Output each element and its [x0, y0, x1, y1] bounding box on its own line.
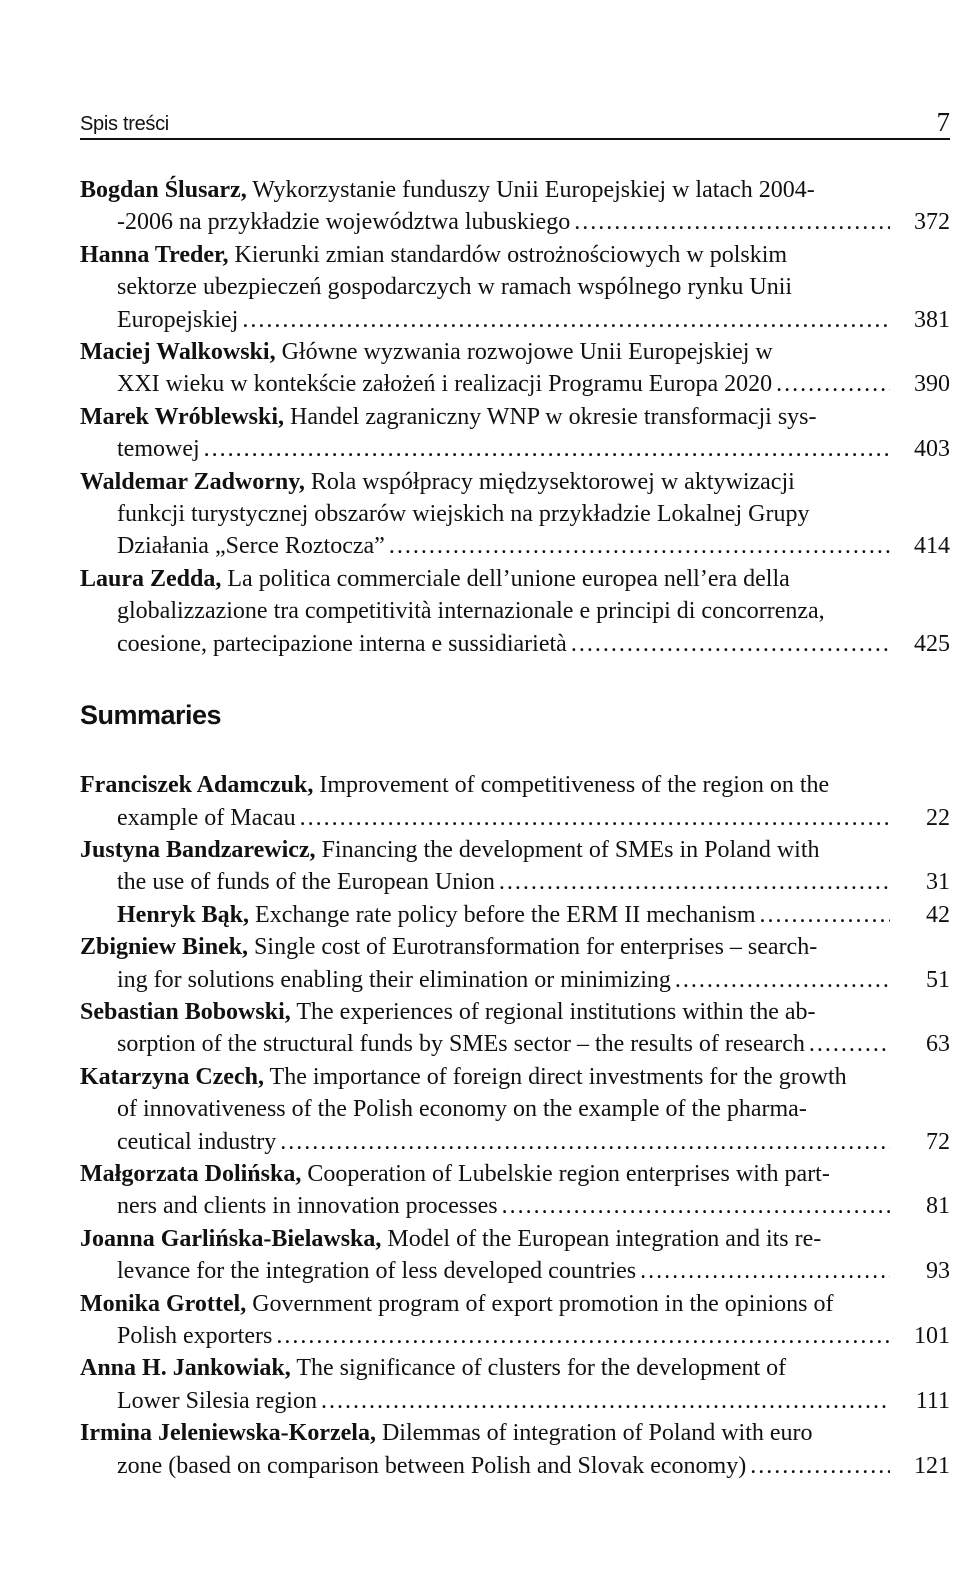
toc-entry[interactable] [80, 174, 950, 239]
toc-entry-author: Sebastian Bobowski, [80, 998, 291, 1025]
toc-entry-title-line: The significance of clusters for the development of [296, 1355, 787, 1382]
toc-entry-final-line [117, 1450, 950, 1482]
toc-entry-author: Monika Grottel, [80, 1290, 247, 1317]
page [80, 96, 950, 1482]
toc-entry-final-line [117, 1320, 950, 1352]
page-number: 7 [936, 107, 950, 137]
dot-leader [760, 899, 890, 931]
toc-entry-page: 72 [926, 1128, 950, 1155]
toc-entry-page: 390 [914, 371, 950, 398]
toc-entry-title-line: globalizzazione tra competitività internazionale e principi di concorrenza, [117, 598, 825, 625]
toc-entry-author: Maciej Walkowski, [80, 339, 276, 366]
toc-entry-page: 381 [914, 306, 950, 333]
dot-leader [389, 530, 890, 562]
toc-entry-author: Henryk Bąk, [117, 901, 250, 928]
dot-leader [300, 802, 890, 834]
dot-leader [276, 1320, 890, 1352]
toc-entry-author: Anna H. Jankowiak, [80, 1355, 291, 1382]
toc-entry-page: 31 [926, 869, 950, 896]
toc-entry-title-end: Lower Silesia region [117, 1387, 317, 1414]
toc-entry-author: Justyna Bandzarewicz, [80, 836, 316, 863]
toc-entry-title-end: zone (based on comparison between Polish and Slovak economy) [117, 1452, 747, 1479]
toc-entry-title-end: Działania „Serce Roztocza” [117, 533, 385, 560]
toc-entry[interactable] [80, 1223, 950, 1288]
toc-entry[interactable] [80, 1061, 950, 1158]
toc-entry-title-line: funkcji turystycznej obszarów wiejskich na przykładzie Lokalnej Grupy [117, 501, 810, 528]
toc-entry[interactable] [80, 1352, 950, 1417]
dot-leader [574, 206, 890, 238]
toc-entry[interactable] [80, 899, 950, 931]
toc-entry-title-line: Single cost of Eurotransformation for enterprises – search- [254, 934, 818, 961]
toc-entry-title-line: sektorze ubezpieczeń gospodarczych w ramach wspólnego rynku Unii [117, 274, 793, 301]
toc-entry-title-end: sorption of the structural funds by SMEs sector – the results of research [117, 1031, 805, 1058]
toc-entry-title-end: XXI wieku w kontekście założeń i realizacji Programu Europa 2020 [117, 371, 773, 398]
toc-entry-author: Joanna Garlińska-Bielawska, [80, 1225, 382, 1252]
toc-entry-title-line: Model of the European integration and its re- [387, 1225, 822, 1252]
toc-entry-final-line [117, 433, 950, 465]
toc-entry[interactable] [80, 1158, 950, 1223]
toc-entry-title-line: Wykorzystanie funduszy Unii Europejskiej w latach 2004- [252, 177, 815, 203]
toc-entry-title-line: Cooperation of Lubelskie region enterprises with part- [307, 1160, 830, 1187]
toc-entry-title-end: the use of funds of the European Union [117, 869, 495, 896]
toc-entry-title-line: The importance of foreign direct investments for the growth [269, 1063, 847, 1090]
toc-entry-title-line: Handel zagraniczny WNP w okresie transformacji sys- [290, 403, 817, 430]
toc-entry-final-line [117, 628, 950, 660]
toc-entry[interactable] [80, 466, 950, 563]
toc-entry[interactable] [80, 401, 950, 466]
toc-entry[interactable] [80, 931, 950, 996]
toc-entry-final-line [117, 1126, 950, 1158]
dot-leader [204, 433, 890, 465]
dot-leader [776, 368, 890, 400]
toc-entry-title-line: Rola współpracy międzysektorowej w aktywizacji [310, 468, 795, 495]
toc-summaries-part [80, 769, 950, 1482]
toc-entry-page: 111 [915, 1387, 950, 1414]
toc-entry-title-line: Improvement of competitiveness of the region on the [319, 772, 830, 799]
toc-entry[interactable] [80, 996, 950, 1061]
dot-leader [640, 1255, 890, 1287]
toc-entry-title-line: of innovativeness of the Polish economy on the example of the pharma- [117, 1096, 807, 1123]
toc-entry-author: Bogdan Ślusarz, [80, 177, 247, 203]
toc-entry-page: 121 [914, 1452, 950, 1479]
toc-entry-title-line: Główne wyzwania rozwojowe Unii Europejskiej w [281, 339, 773, 366]
dot-leader [571, 628, 890, 660]
toc-entry-title-end: ceutical industry [117, 1128, 277, 1155]
toc-entry-page: 101 [914, 1323, 950, 1349]
toc-entry[interactable] [80, 239, 950, 336]
toc-entry[interactable] [80, 1417, 950, 1482]
toc-entry-final-line [117, 206, 950, 238]
dot-leader [675, 964, 890, 996]
toc-entry-title-end: Polish exporters [117, 1323, 273, 1349]
toc-entry[interactable] [80, 1288, 950, 1353]
toc-entry-final-line [117, 530, 950, 562]
toc-entry-title-line: Kierunki zmian standardów ostrożnościowych w polskim [234, 241, 788, 268]
toc-entry-page: 81 [926, 1193, 950, 1220]
toc-entry-author: Małgorzata Dolińska, [80, 1160, 302, 1187]
toc-entry-page: 414 [914, 533, 950, 560]
toc-entry-final-line [117, 964, 950, 996]
dot-leader [499, 866, 890, 898]
toc-entry-title-end: -2006 na przykładzie województwa lubuskiego [117, 209, 571, 236]
toc-entry-title-end: Europejskiej [117, 306, 239, 333]
dot-leader [242, 304, 890, 336]
section-title-summaries: Summaries [80, 700, 222, 731]
toc-entry-title-line: Government program of export promotion in the opinions of [252, 1290, 834, 1317]
toc-entry-page: 51 [926, 966, 950, 993]
toc-entry-author: Katarzyna Czech, [80, 1063, 264, 1090]
toc-entry-final-line [117, 1028, 950, 1060]
toc-entry-title-line: The experiences of regional institutions within the ab- [296, 998, 816, 1025]
toc-entry-title-end: Exchange rate policy before the ERM II mechanism [255, 901, 756, 928]
toc-entry-page: 403 [914, 436, 950, 463]
toc-entry-author: Franciszek Adamczuk, [80, 772, 314, 799]
toc-entry-author: Zbigniew Binek, [80, 934, 249, 961]
dot-leader [321, 1385, 890, 1417]
toc-entry-title-end: coesione, partecipazione interna e sussidiarietà [117, 630, 567, 657]
toc-entry-title-line: La politica commerciale dell’unione europea nell’era della [227, 565, 790, 592]
toc-entry-final-line [117, 368, 950, 400]
toc-entry-author: Irmina Jeleniewska-Korzela, [80, 1420, 376, 1447]
toc-entry-author: Marek Wróblewski, [80, 403, 285, 430]
toc-entry-page: 425 [914, 630, 950, 657]
dot-leader [809, 1028, 890, 1060]
toc-entry-final-line [117, 866, 950, 898]
toc-entry-title-end: ing for solutions enabling their elimination or minimizing [117, 966, 671, 993]
toc-entry-final-line [117, 304, 950, 336]
toc-entry-title-end: ners and clients in innovation processes [117, 1193, 498, 1220]
header-title: Spis treści [80, 113, 169, 135]
toc-entry[interactable] [80, 563, 950, 660]
toc-entry-page: 42 [926, 901, 950, 928]
toc-entry[interactable] [80, 769, 950, 834]
toc-entry-title-end: levance for the integration of less developed countries [117, 1258, 637, 1285]
toc-entry-final-line [117, 1255, 950, 1287]
toc-contents-part [80, 174, 950, 660]
toc-entry-title-end: temowej [117, 436, 200, 463]
running-header [80, 96, 950, 140]
toc-entry-title-end: example of Macau [117, 804, 296, 831]
toc-entry-page: 22 [926, 804, 950, 831]
dot-leader [750, 1450, 890, 1482]
toc-entry[interactable] [80, 336, 950, 401]
toc-entry-final-line [117, 1190, 950, 1222]
toc-entry-page: 63 [926, 1031, 950, 1058]
dot-leader [502, 1190, 890, 1222]
toc-entry-page: 372 [914, 209, 950, 236]
toc-entry-final-line [117, 802, 950, 834]
dot-leader [280, 1126, 890, 1158]
toc-entry-title-line: Financing the development of SMEs in Poland with [321, 836, 820, 863]
toc-entry-author: Laura Zedda, [80, 565, 222, 592]
toc-entry-final-line [117, 899, 950, 931]
toc-entry[interactable] [80, 834, 950, 899]
toc-entry-title-line: Dilemmas of integration of Poland with euro [381, 1420, 813, 1447]
toc-entry-page: 93 [926, 1258, 950, 1285]
toc-entry-author: Waldemar Zadworny, [80, 468, 305, 495]
toc-entry-author: Hanna Treder, [80, 241, 229, 268]
toc-entry-final-line [117, 1385, 950, 1417]
